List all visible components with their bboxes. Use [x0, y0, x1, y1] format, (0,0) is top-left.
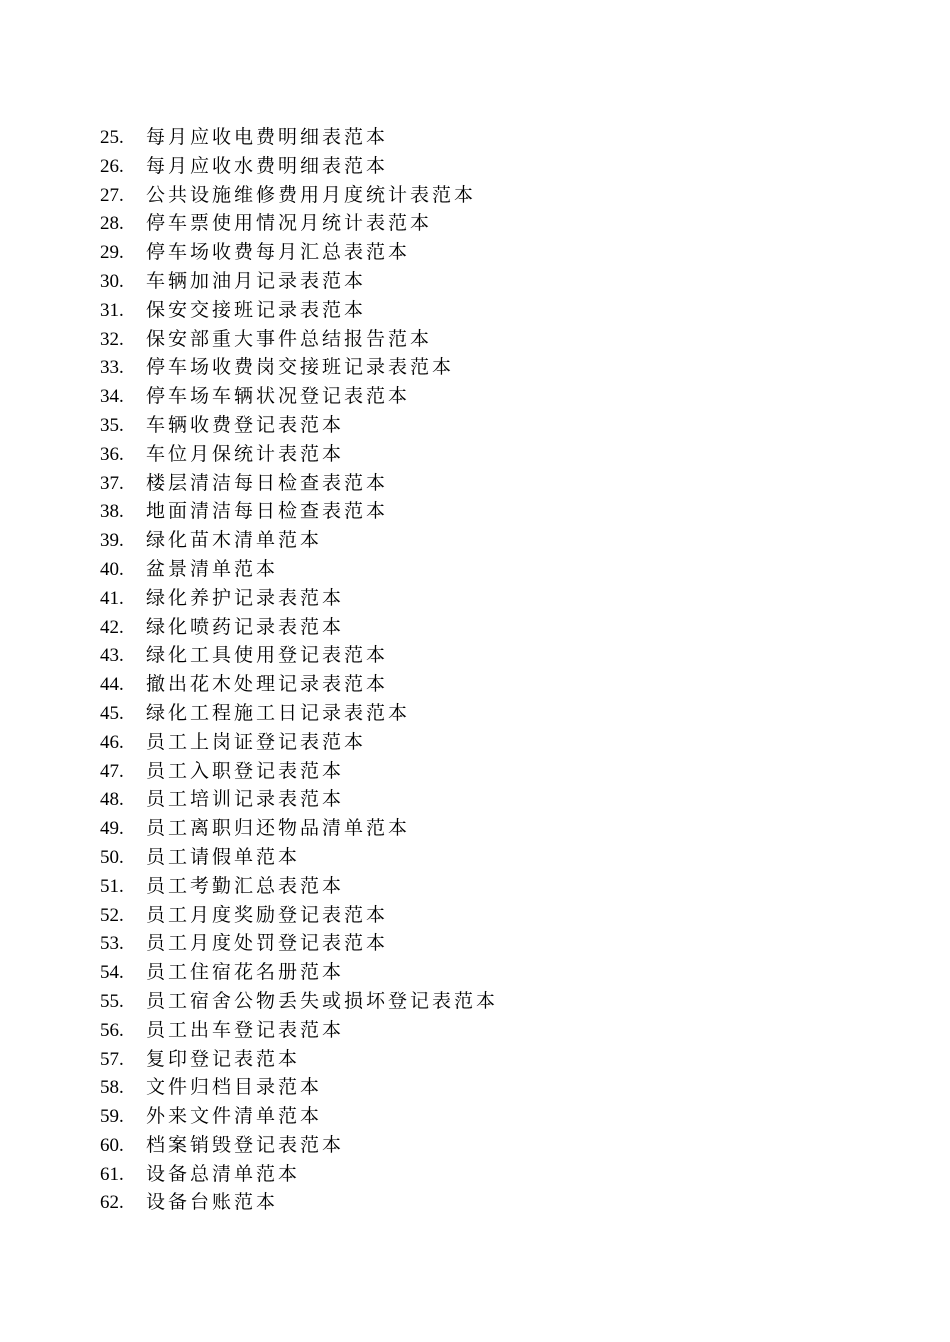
list-item [100, 814, 498, 843]
item-number: 31. [100, 299, 124, 321]
item-number: 25. [100, 127, 124, 148]
list-item [100, 1073, 498, 1102]
item-number: 48. [100, 789, 124, 811]
item-title: 保安交接班记录表范本 [146, 298, 367, 321]
item-number: 27. [100, 184, 124, 206]
item-number: 28. [100, 213, 124, 235]
item-number: 46. [100, 731, 124, 753]
item-title: 绿化喷药记录表范本 [146, 615, 345, 638]
list-item [100, 296, 498, 325]
item-title: 员工培训记录表范本 [146, 788, 345, 811]
item-title: 外来文件清单范本 [146, 1105, 323, 1128]
item-title: 地面清洁每日检查表范本 [146, 500, 389, 523]
list-item [100, 152, 498, 181]
item-number: 34. [100, 386, 124, 408]
item-title: 员工宿舍公物丢失或损坏登记表范本 [146, 989, 499, 1012]
item-number: 51. [100, 875, 124, 897]
list-item [100, 353, 498, 382]
list-item [100, 123, 498, 152]
list-item [100, 872, 498, 901]
item-title: 车辆收费登记表范本 [146, 413, 345, 436]
item-title: 公共设施维修费用月度统计表范本 [146, 183, 477, 206]
list-item [100, 325, 498, 354]
item-number: 32. [100, 328, 124, 350]
item-title: 绿化养护记录表范本 [146, 586, 345, 609]
list-item [100, 699, 498, 728]
item-title: 车辆加油月记录表范本 [146, 269, 367, 292]
item-number: 35. [100, 414, 124, 436]
item-number: 36. [100, 443, 124, 465]
item-number: 26. [100, 155, 124, 177]
item-title: 停车场车辆状况登记表范本 [146, 385, 411, 408]
item-number: 53. [100, 933, 124, 955]
form-template-list [100, 123, 498, 1217]
list-item [100, 1016, 498, 1045]
item-number: 42. [100, 616, 124, 638]
item-number: 50. [100, 846, 124, 868]
item-number: 37. [100, 472, 124, 494]
item-title: 复印登记表范本 [146, 1047, 301, 1070]
list-item [100, 209, 498, 238]
list-item [100, 267, 498, 296]
list-item [100, 1131, 498, 1160]
list-item [100, 1102, 498, 1131]
item-title: 员工考勤汇总表范本 [146, 874, 345, 897]
list-item [100, 785, 498, 814]
item-title: 停车票使用情况月统计表范本 [146, 212, 433, 235]
list-item [100, 411, 498, 440]
item-title: 绿化工程施工日记录表范本 [146, 701, 411, 724]
list-item [100, 843, 498, 872]
item-title: 停车场收费岗交接班记录表范本 [146, 356, 455, 379]
item-number: 33. [100, 357, 124, 379]
item-title: 每月应收电费明细表范本 [146, 126, 389, 148]
item-number: 61. [100, 1163, 124, 1185]
item-number: 56. [100, 1019, 124, 1041]
item-number: 30. [100, 270, 124, 292]
item-title: 每月应收水费明细表范本 [146, 154, 389, 177]
list-item [100, 1188, 498, 1217]
item-title: 员工月度奖励登记表范本 [146, 903, 389, 926]
item-title: 员工请假单范本 [146, 845, 301, 868]
item-title: 撤出花木处理记录表范本 [146, 673, 389, 696]
list-item [100, 469, 498, 498]
item-title: 楼层清洁每日检查表范本 [146, 471, 389, 494]
item-number: 43. [100, 645, 124, 667]
item-title: 保安部重大事件总结报告范本 [146, 327, 433, 350]
item-number: 47. [100, 760, 124, 782]
item-title: 员工月度处罚登记表范本 [146, 932, 389, 955]
item-number: 39. [100, 530, 124, 552]
list-item [100, 1160, 498, 1189]
list-item [100, 958, 498, 987]
list-item [100, 526, 498, 555]
item-title: 盆景清单范本 [146, 557, 279, 580]
item-title: 档案销毁登记表范本 [146, 1133, 345, 1156]
list-item [100, 584, 498, 613]
item-title: 车位月保统计表范本 [146, 442, 345, 465]
list-item [100, 929, 498, 958]
list-item [100, 987, 498, 1016]
item-title: 设备台账范本 [146, 1191, 279, 1214]
item-title: 停车场收费每月汇总表范本 [146, 241, 411, 264]
item-number: 52. [100, 904, 124, 926]
item-number: 38. [100, 501, 124, 523]
item-title: 文件归档目录范本 [146, 1076, 323, 1099]
list-item [100, 497, 498, 526]
item-number: 41. [100, 587, 124, 609]
item-title: 员工入职登记表范本 [146, 759, 345, 782]
item-number: 60. [100, 1134, 124, 1156]
item-title: 绿化工具使用登记表范本 [146, 644, 389, 667]
list-item [100, 1045, 498, 1074]
item-number: 49. [100, 818, 124, 840]
list-item [100, 440, 498, 469]
list-item [100, 613, 498, 642]
item-title: 员工出车登记表范本 [146, 1018, 345, 1041]
item-title: 员工上岗证登记表范本 [146, 730, 367, 753]
item-title: 员工住宿花名册范本 [146, 961, 345, 984]
item-number: 40. [100, 558, 124, 580]
list-item [100, 728, 498, 757]
item-number: 62. [100, 1192, 124, 1214]
item-number: 57. [100, 1048, 124, 1070]
item-title: 员工离职归还物品清单范本 [146, 817, 411, 840]
item-number: 59. [100, 1106, 124, 1128]
list-item [100, 757, 498, 786]
item-number: 55. [100, 990, 124, 1012]
item-number: 44. [100, 674, 124, 696]
item-number: 54. [100, 962, 124, 984]
item-number: 58. [100, 1077, 124, 1099]
list-item [100, 238, 498, 267]
item-title: 设备总清单范本 [146, 1162, 301, 1185]
item-number: 29. [100, 242, 124, 264]
item-title: 绿化苗木清单范本 [146, 529, 323, 552]
list-item [100, 555, 498, 584]
list-item [100, 181, 498, 210]
list-item [100, 382, 498, 411]
list-item [100, 901, 498, 930]
item-number: 45. [100, 702, 124, 724]
list-item [100, 641, 498, 670]
list-item [100, 670, 498, 699]
